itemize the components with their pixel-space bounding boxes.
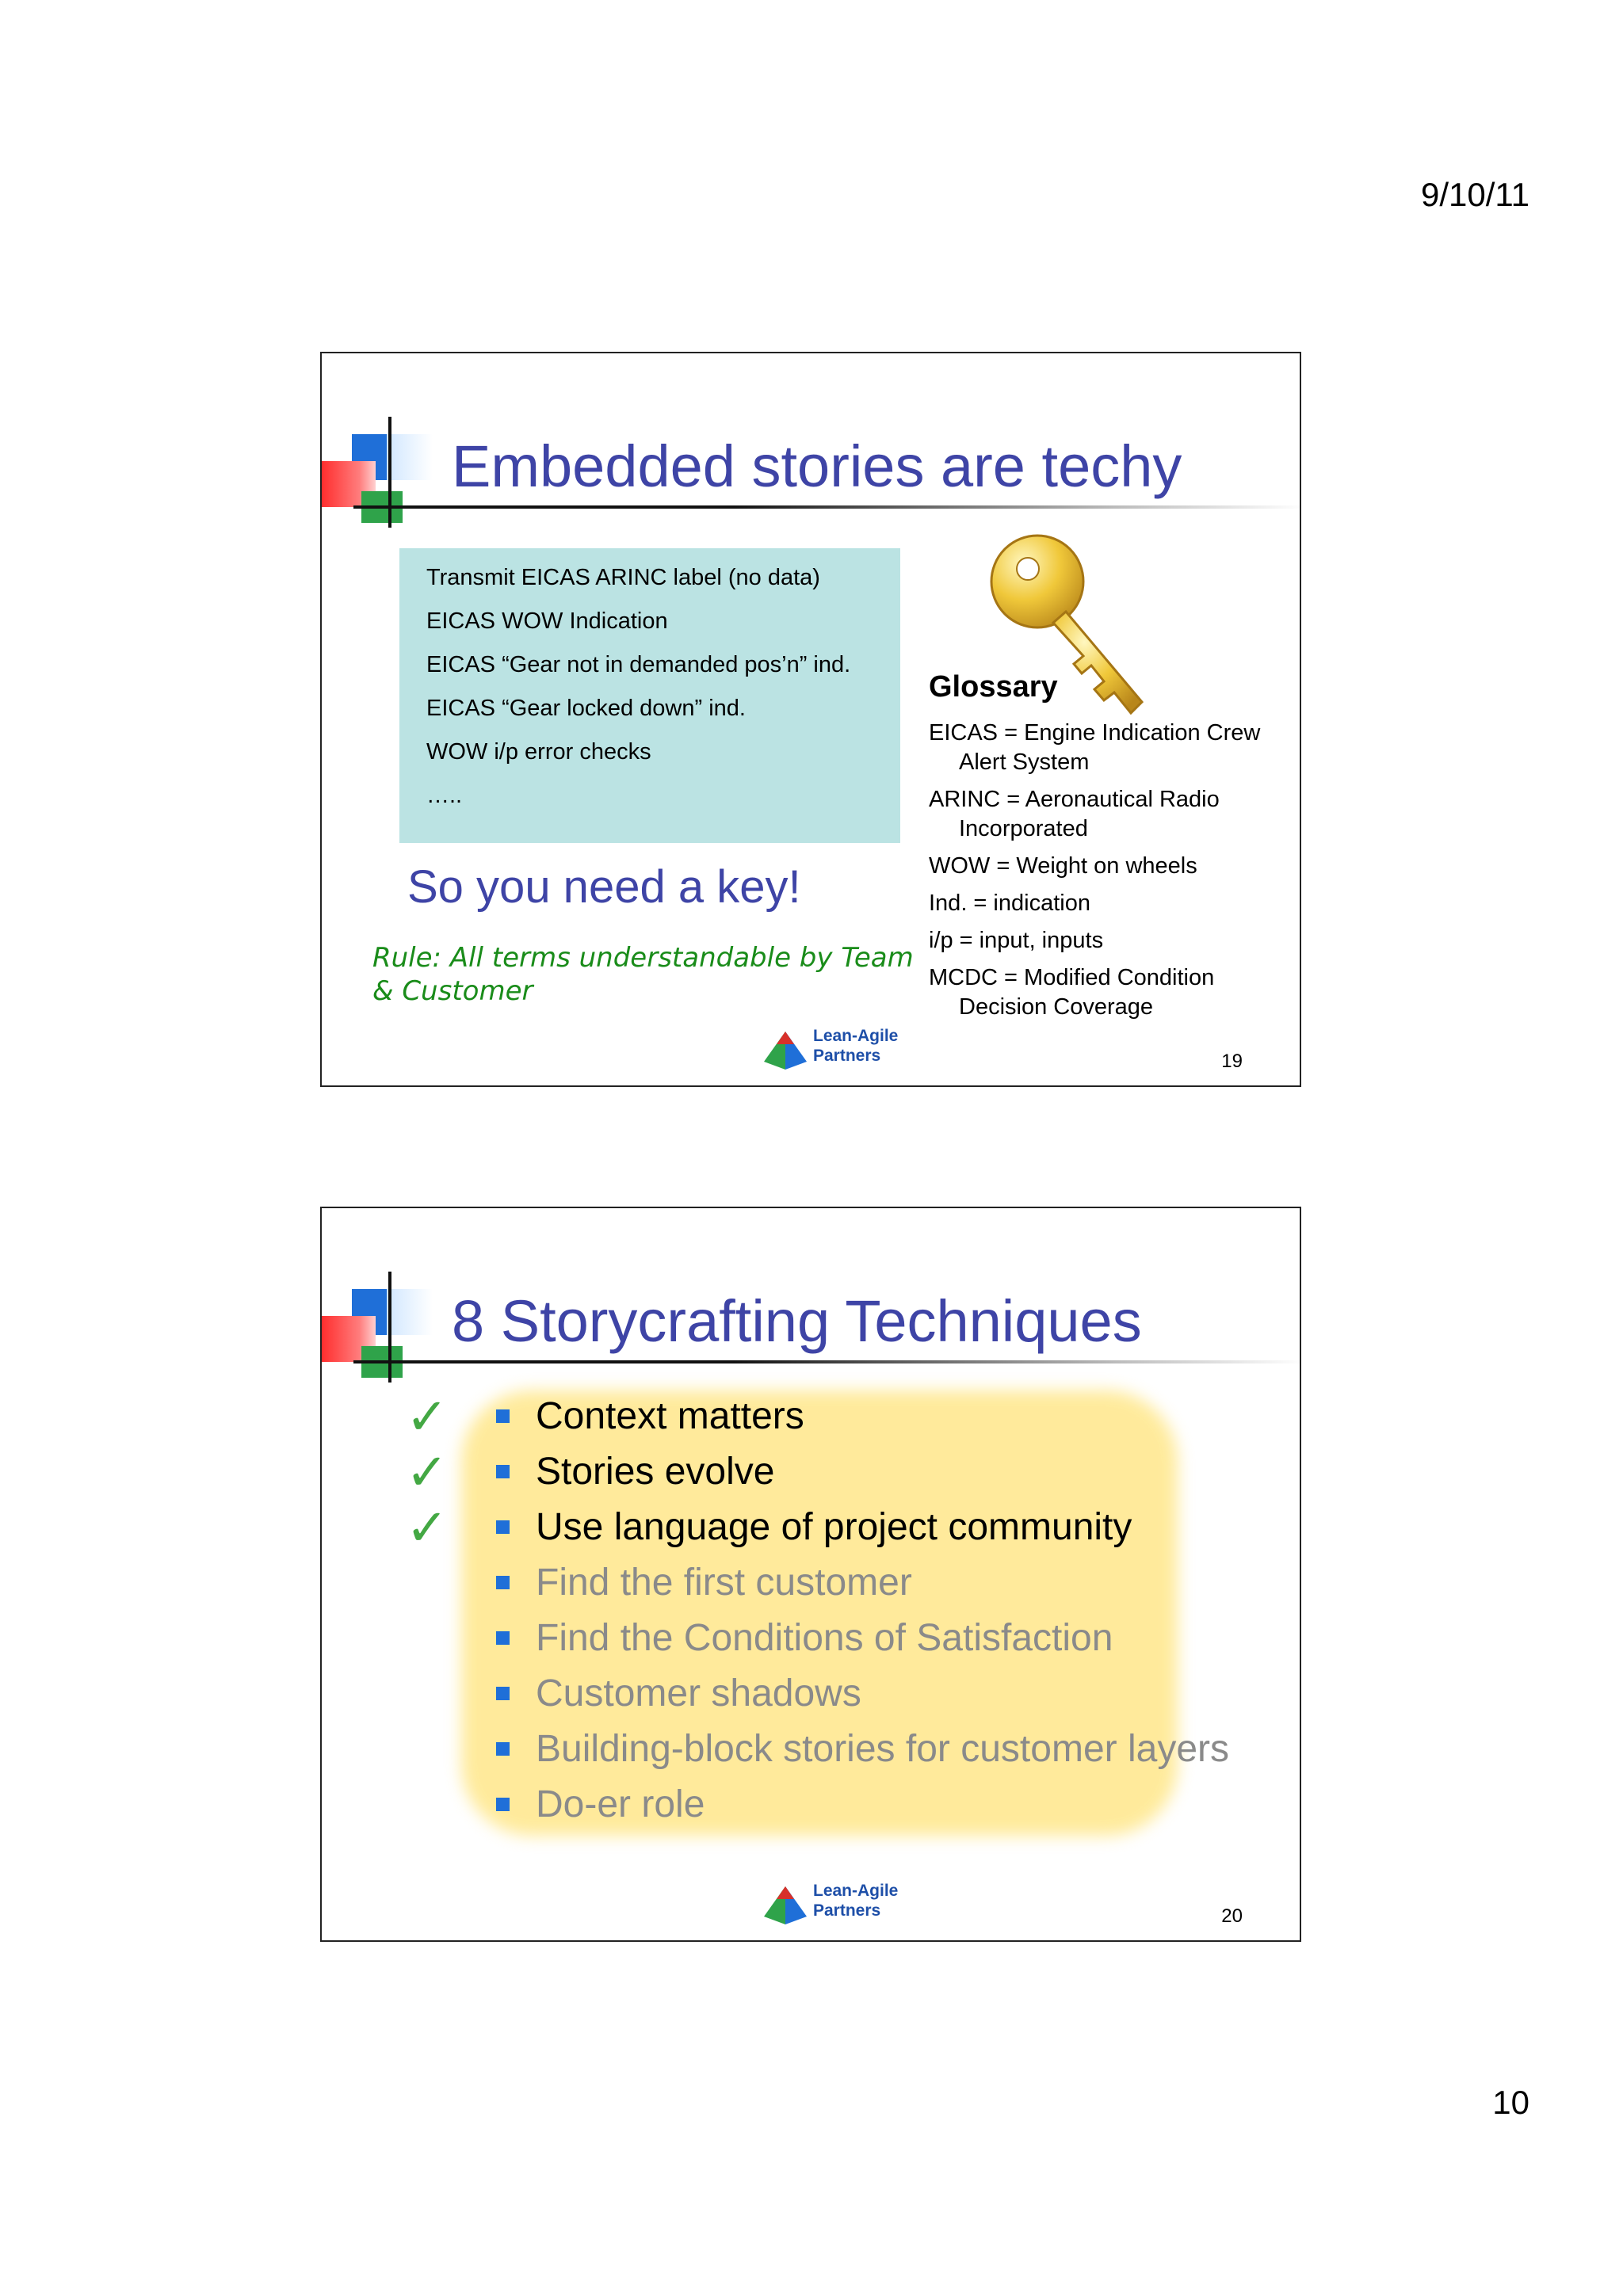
deco-vertical-line — [388, 1272, 391, 1383]
technique-label: Find the first customer — [536, 1562, 912, 1604]
glossary-entry: ARINC = Aeronautical Radio Incorporated — [929, 787, 1220, 841]
story-item: ….. — [426, 783, 463, 808]
logo-line2: Partners — [813, 1047, 881, 1065]
technique-label: Use language of project community — [536, 1506, 1132, 1548]
company-logo — [762, 1882, 968, 1937]
story-item: EICAS WOW Indication — [426, 608, 668, 634]
glossary-entry: Ind. = indication — [929, 891, 1090, 916]
need-key-text: So you need a key! — [407, 861, 801, 913]
bullet-icon — [496, 1687, 510, 1700]
title-decoration — [322, 417, 456, 536]
slide-19 — [320, 352, 1301, 1087]
bullet-icon — [496, 1520, 510, 1534]
story-item: Transmit EICAS ARINC label (no data) — [426, 565, 820, 590]
check-icon: ✓ — [406, 1388, 449, 1447]
slide-number: 20 — [1221, 1905, 1243, 1927]
title-underline — [353, 1360, 1301, 1363]
title-underline — [353, 505, 1301, 509]
bullet-icon — [496, 1631, 510, 1645]
bullet-icon — [496, 1576, 510, 1589]
logo-line1: Lean-Agile — [813, 1027, 899, 1045]
page-number: 10 — [1492, 2084, 1529, 2121]
bullet-icon — [496, 1409, 510, 1423]
deco-fade-square — [385, 434, 433, 480]
slide-title: 8 Storycrafting Techniques — [452, 1288, 1142, 1354]
slide-20 — [320, 1207, 1301, 1942]
glossary-entry: EICAS = Engine Indication Crew Alert System — [929, 720, 1261, 775]
technique-label: Context matters — [536, 1395, 804, 1437]
technique-label: Customer shadows — [536, 1672, 861, 1714]
glossary — [929, 670, 1277, 1030]
slide-title: Embedded stories are techy — [452, 433, 1182, 499]
story-box — [399, 548, 900, 843]
logo-pyramid-icon — [762, 1030, 808, 1071]
story-item: EICAS “Gear locked down” ind. — [426, 696, 746, 721]
deco-fade-square — [385, 1289, 433, 1335]
deco-vertical-line — [388, 417, 391, 528]
glossary-entry: WOW = Weight on wheels — [929, 853, 1197, 879]
glossary-title: Glossary — [929, 670, 1058, 704]
technique-label: Do-er role — [536, 1783, 705, 1825]
rule-text: Rule: All terms understandable by Team & Customer — [372, 942, 914, 1007]
glossary-entry: MCDC = Modified Condition Decision Coverage — [929, 965, 1215, 1020]
technique-label: Stories evolve — [536, 1451, 775, 1493]
check-icon: ✓ — [406, 1499, 449, 1558]
bullet-icon — [496, 1798, 510, 1811]
logo-line1: Lean-Agile — [813, 1882, 899, 1900]
check-icon: ✓ — [406, 1444, 449, 1502]
logo-pyramid-icon — [762, 1885, 808, 1926]
logo-line2: Partners — [813, 1901, 881, 1920]
glossary-entry: i/p = input, inputs — [929, 928, 1104, 953]
technique-label: Find the Conditions of Satisfaction — [536, 1617, 1113, 1659]
bullet-icon — [496, 1742, 510, 1756]
story-item: WOW i/p error checks — [426, 739, 651, 765]
slide-number: 19 — [1221, 1051, 1243, 1072]
technique-label: Building-block stories for customer layers — [536, 1728, 1229, 1770]
page-date: 9/10/11 — [1420, 176, 1529, 213]
bullet-icon — [496, 1465, 510, 1478]
title-decoration — [322, 1272, 456, 1390]
company-logo — [762, 1027, 968, 1082]
story-item: EICAS “Gear not in demanded pos’n” ind. — [426, 652, 851, 677]
